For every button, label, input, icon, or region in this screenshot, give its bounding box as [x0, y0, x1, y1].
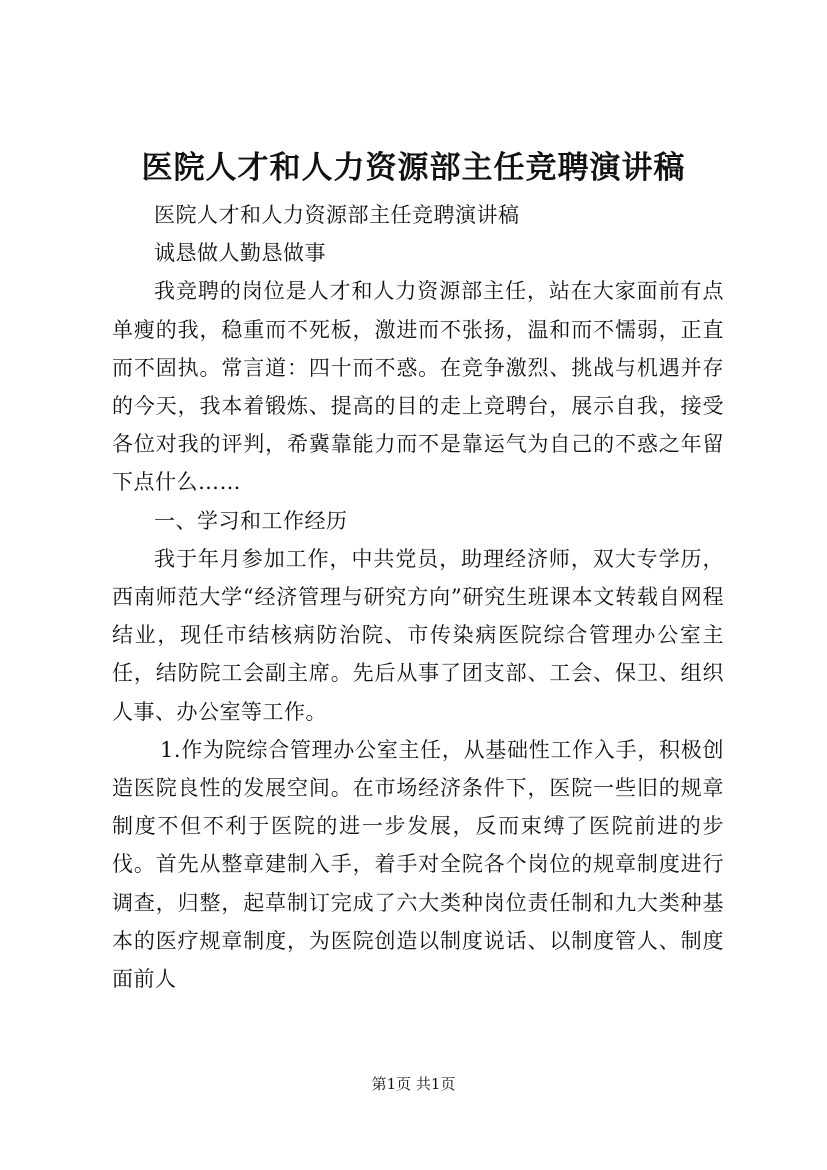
section-heading: 一、学习和工作经历 [154, 508, 348, 533]
paragraph-experience: 我于年月参加工作，中共党员，助理经济师，双大专学历，西南师范大学“经济管理与研究方向”研究生班课本文转载自网程结业，现任市结核病防治院、市传染病医院综合管理办公室主任，结防院工会副主席。先后从事了团支部、工会、保卫、组织人事、办公室等工作。 [112, 546, 724, 724]
paragraph-item-1: 1.作为院综合管理办公室主任，从基础性工作入手，积极创造医院良性的发展空间。在市场经济条件下，医院一些旧的规章制度不但不利于医院的进一步发展，反而束缚了医院前进的步伐。首先从整章建制入手，着手对全院各个岗位的规章制度进行调查，归整，起草制订完成了六大类种岗位责任制和九大类种基本的医疗规章制度，为医院创造以制度说话、以制度管人、制度面前人 [112, 737, 724, 992]
paragraph-intro: 我竞聘的岗位是人才和人力资源部主任，站在大家面前有点单瘦的我，稳重而不死板，激进而不张扬，温和而不懦弱，正直而不固执。常言道：四十而不惑。在竞争激烈、挑战与机遇并存的今天，我本着锻炼、提高的目的走上竞聘台，展示自我，接受各位对我的评判，希冀靠能力而不是靠运气为自己的不惑之年留下点什么…… [112, 279, 724, 495]
motto-line: 诚恳做人勤恳做事 [154, 241, 326, 266]
page-footer: 第1页 共1页 [371, 1075, 456, 1093]
document-subtitle: 医院人才和人力资源部主任竞聘演讲稿 [154, 203, 520, 227]
document-body [112, 196, 724, 998]
document-title: 医院人才和人力资源部主任竞聘演讲稿 [141, 150, 686, 186]
